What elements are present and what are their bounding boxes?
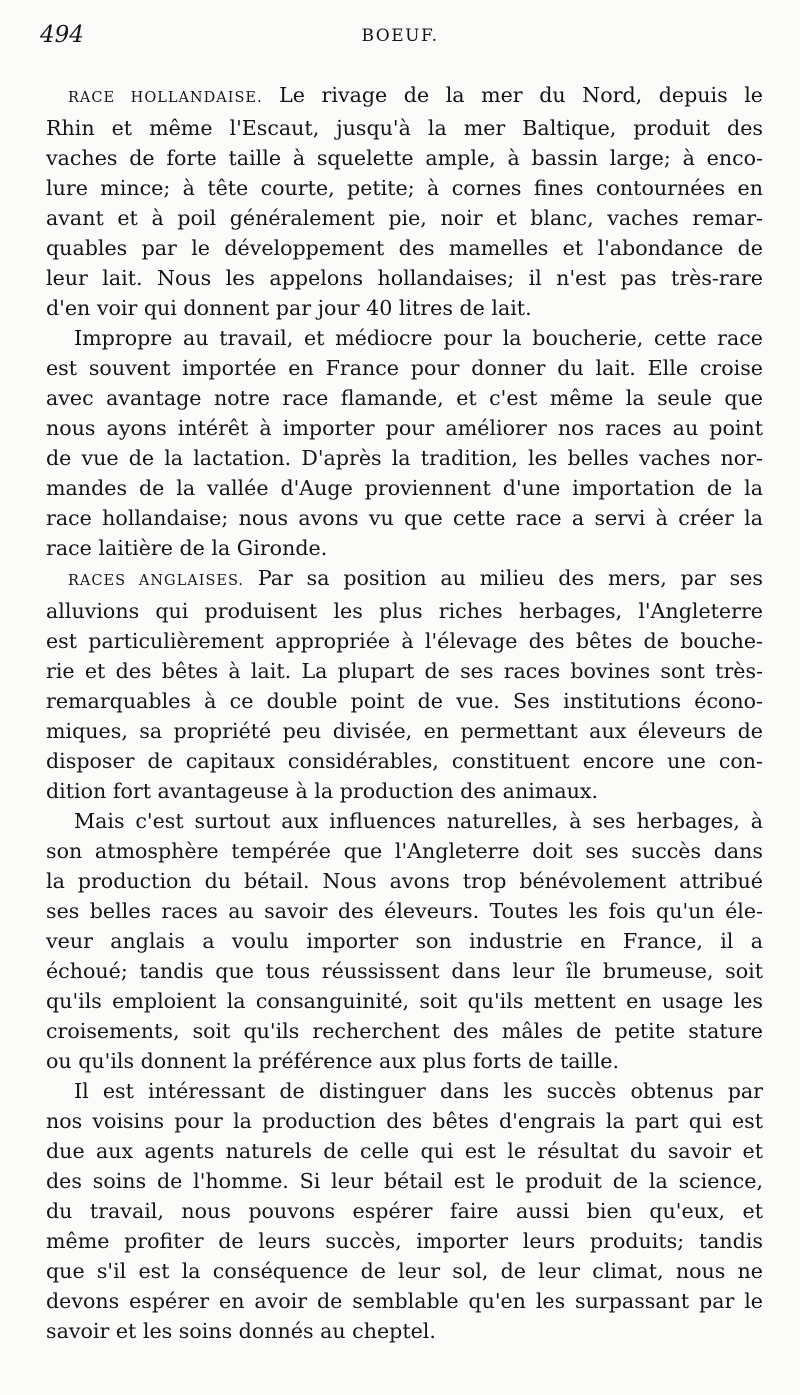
- text-line: [46, 203, 763, 233]
- line-text: est souvent importée en France pour donner du lait. Elle croise: [46, 356, 763, 380]
- text-line: [46, 443, 763, 473]
- line-text: remarquables à ce double point de vue. Ses institutions écono-: [46, 689, 763, 713]
- text-line: [46, 1256, 763, 1286]
- section-heading: RACE HOLLANDAISE.: [68, 90, 263, 106]
- line-text: Le rivage de la mer du Nord, depuis le: [279, 83, 763, 107]
- text-line: [46, 686, 763, 716]
- text-line: [46, 293, 763, 323]
- line-text: Impropre au travail, et médiocre pour la boucherie, cette race: [74, 326, 763, 350]
- line-text: des soins de l'homme. Si leur bétail est le produit de la science,: [46, 1169, 763, 1193]
- line-text: qu'ils emploient la consanguinité, soit qu'ils mettent en usage les: [46, 989, 763, 1013]
- line-text: la production du bétail. Nous avons trop bénévolement attribué: [46, 869, 763, 893]
- line-text: Par sa position au milieu des mers, par ses: [257, 566, 763, 590]
- paragraph: [46, 806, 763, 1076]
- line-text: quables par le développement des mamelles et l'abondance de: [46, 236, 763, 260]
- line-text: ses belles races au savoir des éleveurs. Toutes les fois qu'un éle-: [46, 899, 763, 923]
- line-text: croisements, soit qu'ils recherchent des mâles de petite stature: [46, 1019, 763, 1043]
- body-text: [46, 80, 763, 1346]
- line-text: échoué; tandis que tous réussissent dans leur île brumeuse, soit: [46, 959, 763, 983]
- text-line: [46, 533, 763, 563]
- line-text: même profiter de leurs succès, importer leurs produits; tandis: [46, 1229, 763, 1253]
- line-text: leur lait. Nous les appelons hollandaises; il n'est pas très-rare: [46, 266, 763, 290]
- text-line: [46, 173, 763, 203]
- paragraph: [46, 323, 763, 563]
- text-line: [46, 143, 763, 173]
- line-text: devons espérer en avoir de semblable qu'en les surpassant par le: [46, 1289, 763, 1313]
- text-line: [46, 113, 763, 143]
- section-paragraph: [46, 80, 763, 323]
- running-head: BOEUF.: [361, 26, 439, 46]
- text-line: [46, 596, 763, 626]
- line-text: savoir et les soins donnés au cheptel.: [46, 1319, 436, 1343]
- line-text: d'en voir qui donnent par jour 40 litres de lait.: [46, 296, 532, 320]
- line-text: veur anglais a voulu importer son industrie en France, il a: [46, 929, 763, 953]
- text-line: [46, 80, 763, 113]
- text-line: [46, 896, 763, 926]
- line-text: alluvions qui produisent les plus riches herbages, l'Angleterre: [46, 599, 763, 623]
- line-text: vaches de forte taille à squelette ample, à bassin large; à enco-: [46, 146, 763, 170]
- line-text: Rhin et même l'Escaut, jusqu'à la mer Baltique, produit des: [46, 116, 763, 140]
- text-line: [46, 383, 763, 413]
- text-line: [46, 656, 763, 686]
- text-line: [46, 353, 763, 383]
- text-line: [46, 866, 763, 896]
- line-text: Mais c'est surtout aux influences naturelles, à ses herbages, à: [74, 809, 763, 833]
- section-paragraph: [46, 563, 763, 806]
- line-text: disposer de capitaux considérables, constituent encore une con-: [46, 749, 763, 773]
- line-text: est particulièrement appropriée à l'élevage des bêtes de bouche-: [46, 629, 763, 653]
- line-text: nous ayons intérêt à importer pour améliorer nos races au point: [46, 416, 763, 440]
- text-line: [46, 1166, 763, 1196]
- text-line: [46, 956, 763, 986]
- line-text: rie et des bêtes à lait. La plupart de ses races bovines sont très-: [46, 659, 763, 683]
- line-text: lure mince; à tête courte, petite; à cornes fines contournées en: [46, 176, 763, 200]
- section-heading: RACES ANGLAISES.: [68, 573, 244, 589]
- text-line: [46, 563, 763, 596]
- text-line: [46, 716, 763, 746]
- text-line: [46, 1076, 763, 1106]
- text-line: [46, 626, 763, 656]
- page-header: [40, 22, 760, 62]
- line-text: race hollandaise; nous avons vu que cette race a servi à créer la: [46, 506, 763, 530]
- text-line: [46, 1286, 763, 1316]
- text-line: [46, 926, 763, 956]
- line-text: miques, sa propriété peu divisée, en permettant aux éleveurs de: [46, 719, 763, 743]
- text-line: [46, 806, 763, 836]
- line-text: nos voisins pour la production des bêtes d'engrais la part qui est: [46, 1109, 763, 1133]
- paragraph: [46, 1076, 763, 1346]
- text-line: [46, 1106, 763, 1136]
- text-line: [46, 1016, 763, 1046]
- text-line: [46, 746, 763, 776]
- line-text: avant et à poil généralement pie, noir et blanc, vaches remar-: [46, 206, 763, 230]
- text-line: [46, 1226, 763, 1256]
- text-line: [46, 1316, 763, 1346]
- text-line: [46, 473, 763, 503]
- text-line: [46, 1046, 763, 1076]
- text-line: [46, 1196, 763, 1226]
- text-line: [46, 503, 763, 533]
- line-text: son atmosphère tempérée que l'Angleterre doit ses succès dans: [46, 839, 763, 863]
- line-text: mandes de la vallée d'Auge proviennent d'une importation de la: [46, 476, 763, 500]
- line-text: ou qu'ils donnent la préférence aux plus forts de taille.: [46, 1049, 620, 1073]
- text-line: [46, 263, 763, 293]
- text-line: [46, 323, 763, 353]
- line-text: Il est intéressant de distinguer dans les succès obtenus par: [74, 1079, 763, 1103]
- text-line: [46, 836, 763, 866]
- text-line: [46, 233, 763, 263]
- line-text: race laitière de la Gironde.: [46, 536, 328, 560]
- page-number: 494: [40, 22, 84, 48]
- text-line: [46, 413, 763, 443]
- text-line: [46, 776, 763, 806]
- line-text: que s'il est la conséquence de leur sol, de leur climat, nous ne: [46, 1259, 763, 1283]
- text-line: [46, 986, 763, 1016]
- line-text: avec avantage notre race flamande, et c'est même la seule que: [46, 386, 763, 410]
- line-text: due aux agents naturels de celle qui est le résultat du savoir et: [46, 1139, 763, 1163]
- text-line: [46, 1136, 763, 1166]
- line-text: de vue de la lactation. D'après la tradition, les belles vaches nor-: [46, 446, 763, 470]
- line-text: dition fort avantageuse à la production des animaux.: [46, 779, 599, 803]
- line-text: du travail, nous pouvons espérer faire aussi bien qu'eux, et: [46, 1199, 763, 1223]
